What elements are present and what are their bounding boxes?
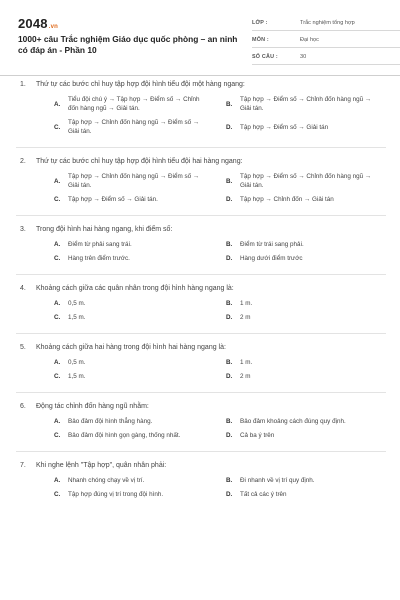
option-text: Nhanh chóng chạy về vị trí. (68, 477, 145, 484)
option-letter: A. (54, 177, 61, 185)
option-letter: D. (226, 255, 233, 262)
answer-option[interactable] (210, 476, 382, 485)
answer-options (38, 476, 386, 504)
option-letter: B. (226, 241, 233, 248)
brand-suffix: .vn (48, 24, 59, 30)
answer-option[interactable] (210, 358, 382, 367)
answer-option[interactable] (210, 490, 382, 499)
meta-row-count (252, 50, 400, 65)
option-letter: B. (226, 477, 233, 484)
question-divider (16, 147, 386, 148)
option-letter: D. (226, 491, 233, 498)
answer-options (38, 95, 386, 141)
option-text: 0,5 m. (68, 300, 86, 307)
answer-option[interactable] (38, 431, 210, 440)
option-letter: B. (226, 300, 233, 307)
option-letter: A. (54, 300, 61, 307)
option-letter: C. (54, 432, 61, 439)
answer-option[interactable] (210, 417, 382, 426)
answer-option[interactable] (210, 195, 382, 204)
question-number: 4. (20, 285, 26, 292)
answer-option[interactable] (38, 372, 210, 381)
answer-option[interactable] (38, 299, 210, 308)
option-text: 1 m. (240, 300, 253, 307)
option-text: Bảo đảm khoảng cách đúng quy định. (240, 418, 346, 425)
option-letter: C. (54, 491, 61, 498)
answer-option[interactable] (210, 313, 382, 322)
question-divider (16, 274, 386, 275)
meta-key: SỐ CÂU : (252, 54, 278, 60)
answer-option[interactable] (38, 172, 210, 190)
brand-logo[interactable] (18, 16, 58, 31)
option-letter: C. (54, 255, 61, 262)
answer-option[interactable] (210, 372, 382, 381)
option-text: 1 m. (240, 359, 253, 366)
answer-option[interactable] (38, 254, 210, 263)
option-letter: A. (54, 418, 61, 425)
option-text: Tập hợp → Chỉnh đốn hàng ngũ → Điểm số → Giải tán. (68, 173, 200, 189)
question-number: 3. (20, 226, 26, 233)
option-text: Tập hợp → Điểm số → Giải tán. (68, 196, 158, 203)
question-item (16, 80, 386, 148)
answer-options (38, 417, 386, 445)
answer-options (38, 358, 386, 386)
answer-options (38, 299, 386, 327)
option-text: Tập hợp → Điểm số → Chỉnh đốn hàng ngũ → Giải tán. (240, 96, 372, 112)
question-stem (16, 343, 386, 352)
option-text: Hàng dưới điểm trước (240, 255, 303, 262)
meta-row-subject (252, 33, 400, 48)
question-item (16, 461, 386, 504)
option-letter: C. (54, 314, 61, 321)
option-text: Tất cả các ý trên (240, 491, 287, 498)
answer-option[interactable] (38, 118, 210, 136)
question-text: Khoảng cách giữa hai hàng trong đội hình hai hàng ngang là: (36, 344, 226, 351)
option-letter: C. (54, 196, 61, 203)
answer-option[interactable] (38, 240, 210, 249)
meta-value: Đại học (300, 37, 319, 43)
question-stem (16, 402, 386, 411)
option-letter: B. (226, 418, 233, 425)
document-header (16, 14, 386, 64)
option-letter: D. (226, 432, 233, 439)
question-text: Khoảng cách giữa các quân nhân trong đội hình hàng ngang là: (36, 285, 234, 292)
option-letter: D. (226, 373, 233, 380)
option-letter: D. (226, 314, 233, 321)
question-number: 5. (20, 344, 26, 351)
answer-options (38, 172, 386, 209)
option-letter: A. (54, 241, 61, 248)
option-letter: D. (226, 123, 233, 131)
answer-option[interactable] (38, 476, 210, 485)
question-list (16, 80, 386, 504)
question-item (16, 225, 386, 275)
answer-option[interactable] (38, 95, 210, 113)
option-letter: B. (226, 100, 233, 108)
option-text: Bảo đảm đội hình thẳng hàng. (68, 418, 153, 425)
answer-option[interactable] (38, 358, 210, 367)
meta-key: MÔN : (252, 37, 269, 43)
option-text: 0,5 m. (68, 359, 86, 366)
question-item (16, 284, 386, 334)
option-text: Tập hợp → Điểm số → Chỉnh đốn hàng ngũ → Giải tán. (240, 173, 372, 189)
meta-value: Trắc nghiệm tổng hợp (300, 20, 355, 26)
question-text: Động tác chỉnh đốn hàng ngũ nhằm: (36, 403, 149, 410)
question-number: 7. (20, 462, 26, 469)
answer-options (38, 240, 386, 268)
question-number: 1. (20, 81, 26, 88)
answer-option[interactable] (38, 313, 210, 322)
question-divider (16, 333, 386, 334)
answer-option[interactable] (210, 254, 382, 263)
option-text: 1,5 m. (68, 373, 86, 380)
meta-table (252, 16, 400, 67)
question-item (16, 157, 386, 216)
question-divider (16, 215, 386, 216)
question-text: Trong đội hình hai hàng ngang, khi điểm số: (36, 226, 173, 233)
option-text: 2 m (240, 373, 251, 380)
answer-option[interactable] (38, 195, 210, 204)
question-text: Thứ tự các bước chỉ huy tập hợp đội hình tiểu đội một hàng ngang: (36, 81, 245, 88)
option-text: Tập hợp → Điểm số → Giải tán (240, 123, 329, 131)
question-divider (16, 451, 386, 452)
option-text: Tập hợp → Chỉnh đốn → Giải tán (240, 196, 334, 203)
option-text: 1,5 m. (68, 314, 86, 321)
option-letter: D. (226, 196, 233, 203)
document-title: 1000+ câu Trắc nghiệm Giáo dục quốc phòng – an ninh có đáp án - Phần 10 (18, 34, 238, 55)
option-letter: A. (54, 100, 61, 108)
question-item (16, 402, 386, 452)
answer-option[interactable] (210, 431, 382, 440)
meta-value: 30 (300, 54, 307, 60)
option-text: Đi nhanh về vị trí quy định. (240, 477, 315, 484)
question-stem (16, 461, 386, 470)
option-text: Hàng trên điểm trước. (68, 255, 130, 262)
option-letter: C. (54, 123, 61, 131)
question-stem (16, 80, 386, 89)
brand-name: 2048 (18, 16, 48, 31)
question-text: Khi nghe lệnh "Tập hợp", quân nhân phải: (36, 462, 167, 469)
answer-option[interactable] (210, 172, 382, 190)
answer-option[interactable] (210, 299, 382, 308)
option-text: Tập hợp → Chỉnh đốn hàng ngũ → Điểm số → Giải tán. (68, 119, 200, 135)
question-stem (16, 225, 386, 234)
option-letter: C. (54, 373, 61, 380)
answer-option[interactable] (38, 417, 210, 426)
question-number: 6. (20, 403, 26, 410)
answer-option[interactable] (210, 240, 382, 249)
question-text: Thứ tự các bước chỉ huy tập hợp đội hình tiểu đội hai hàng ngang: (36, 158, 243, 165)
option-letter: A. (54, 359, 61, 366)
option-text: Bảo đảm đội hình gọn gàng, thống nhất. (68, 432, 181, 439)
question-number: 2. (20, 158, 26, 165)
meta-key: LỚP : (252, 20, 268, 26)
answer-option[interactable] (210, 95, 382, 113)
answer-option[interactable] (210, 118, 382, 136)
option-text: Cả ba ý trên (240, 432, 275, 439)
meta-row-class (252, 16, 400, 31)
option-letter: B. (226, 177, 233, 185)
option-text: 2 m (240, 314, 251, 321)
option-text: Tiểu đội chú ý → Tập hợp → Điểm số → Chỉnh đốn hàng ngũ → Giải tán. (68, 96, 200, 112)
option-text: Điểm từ phải sang trái. (68, 241, 132, 248)
question-item (16, 343, 386, 393)
option-letter: B. (226, 359, 233, 366)
answer-option[interactable] (38, 490, 210, 499)
option-text: Tập hợp đúng vị trí trong đội hình. (68, 491, 164, 498)
option-text: Điểm từ trái sang phải. (240, 241, 304, 248)
option-letter: A. (54, 477, 61, 484)
question-stem (16, 157, 386, 166)
question-stem (16, 284, 386, 293)
header-divider (0, 75, 400, 76)
question-divider (16, 392, 386, 393)
